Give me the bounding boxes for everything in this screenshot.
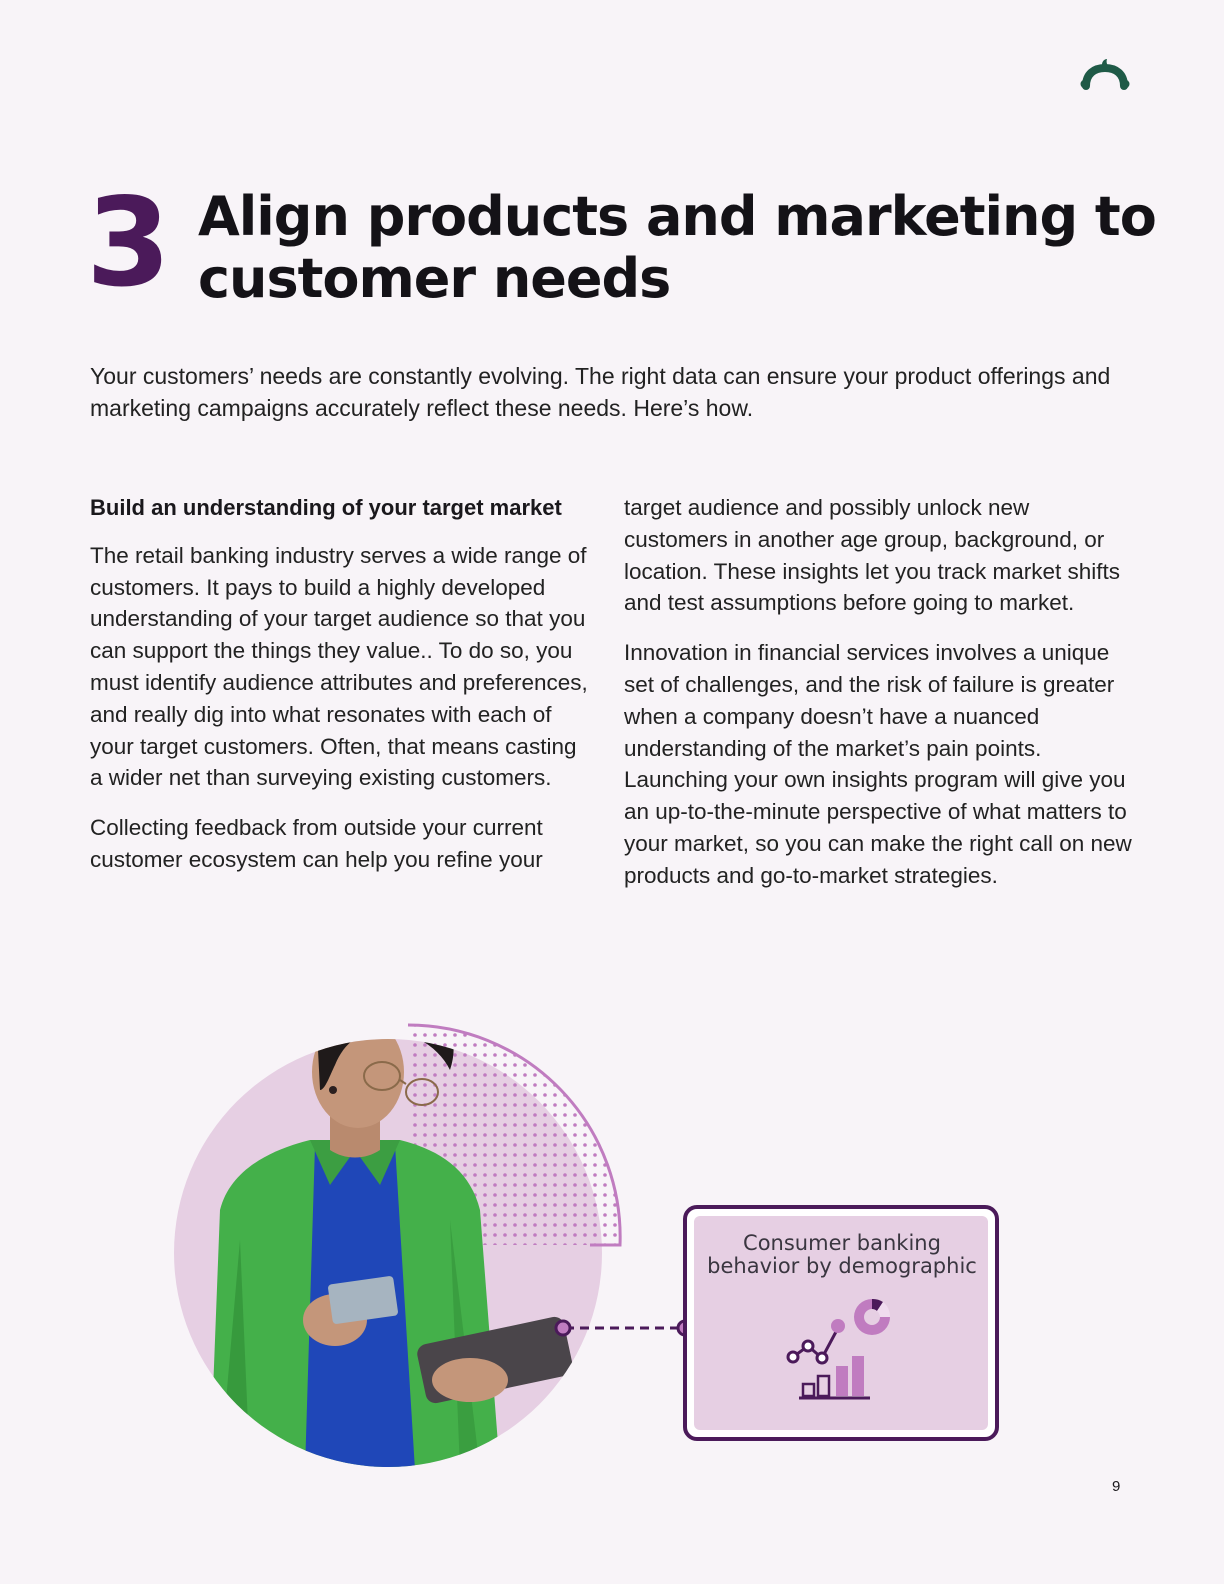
section-number: 3 — [86, 172, 167, 314]
intro-paragraph: Your customers’ needs are constantly evolving. The right data can ensure your product offerings and marketing campaigns accurately reflect these needs. Here’s how. — [90, 363, 1111, 421]
callout-title: Consumer banking behavior by demographic — [707, 1231, 977, 1278]
subheading: Build an understanding of your target market — [90, 495, 562, 520]
body-paragraph: Innovation in financial services involves a unique set of challenges, and the risk of failure is greater when a company doesn’t have a nuanced understanding of the market’s pain points. Launching your own insights program will give you an up-to-the-minute perspective of what matters to your market, so you can make the right call on new products and go-to-market strategies. — [624, 640, 1132, 888]
left-column — [90, 492, 590, 894]
body-paragraph: Collecting feedback from outside your current customer ecosystem can help you refine your — [90, 815, 543, 872]
right-column — [624, 492, 1134, 910]
surveymonkey-logo-icon — [1080, 56, 1130, 96]
body-paragraph: The retail banking industry serves a wide range of customers. It pays to build a highly developed understanding of your target audience so that you can support the things they value.. To do so, you must identify audience attributes and preferences, and really dig into what resonates with each of your target customers. Often, that means casting a wider net than surveying existing customers. — [90, 542, 588, 791]
connector-dot — [556, 1321, 570, 1335]
page-title: Align products and marketing to customer needs — [198, 185, 1156, 310]
illustration — [150, 980, 1050, 1480]
body-paragraph: target audience and possibly unlock new customers in another age group, background, or location. These insights let you track market shifts and test assumptions before going to market. — [624, 495, 1121, 616]
page-number: 9 — [1112, 1478, 1121, 1495]
